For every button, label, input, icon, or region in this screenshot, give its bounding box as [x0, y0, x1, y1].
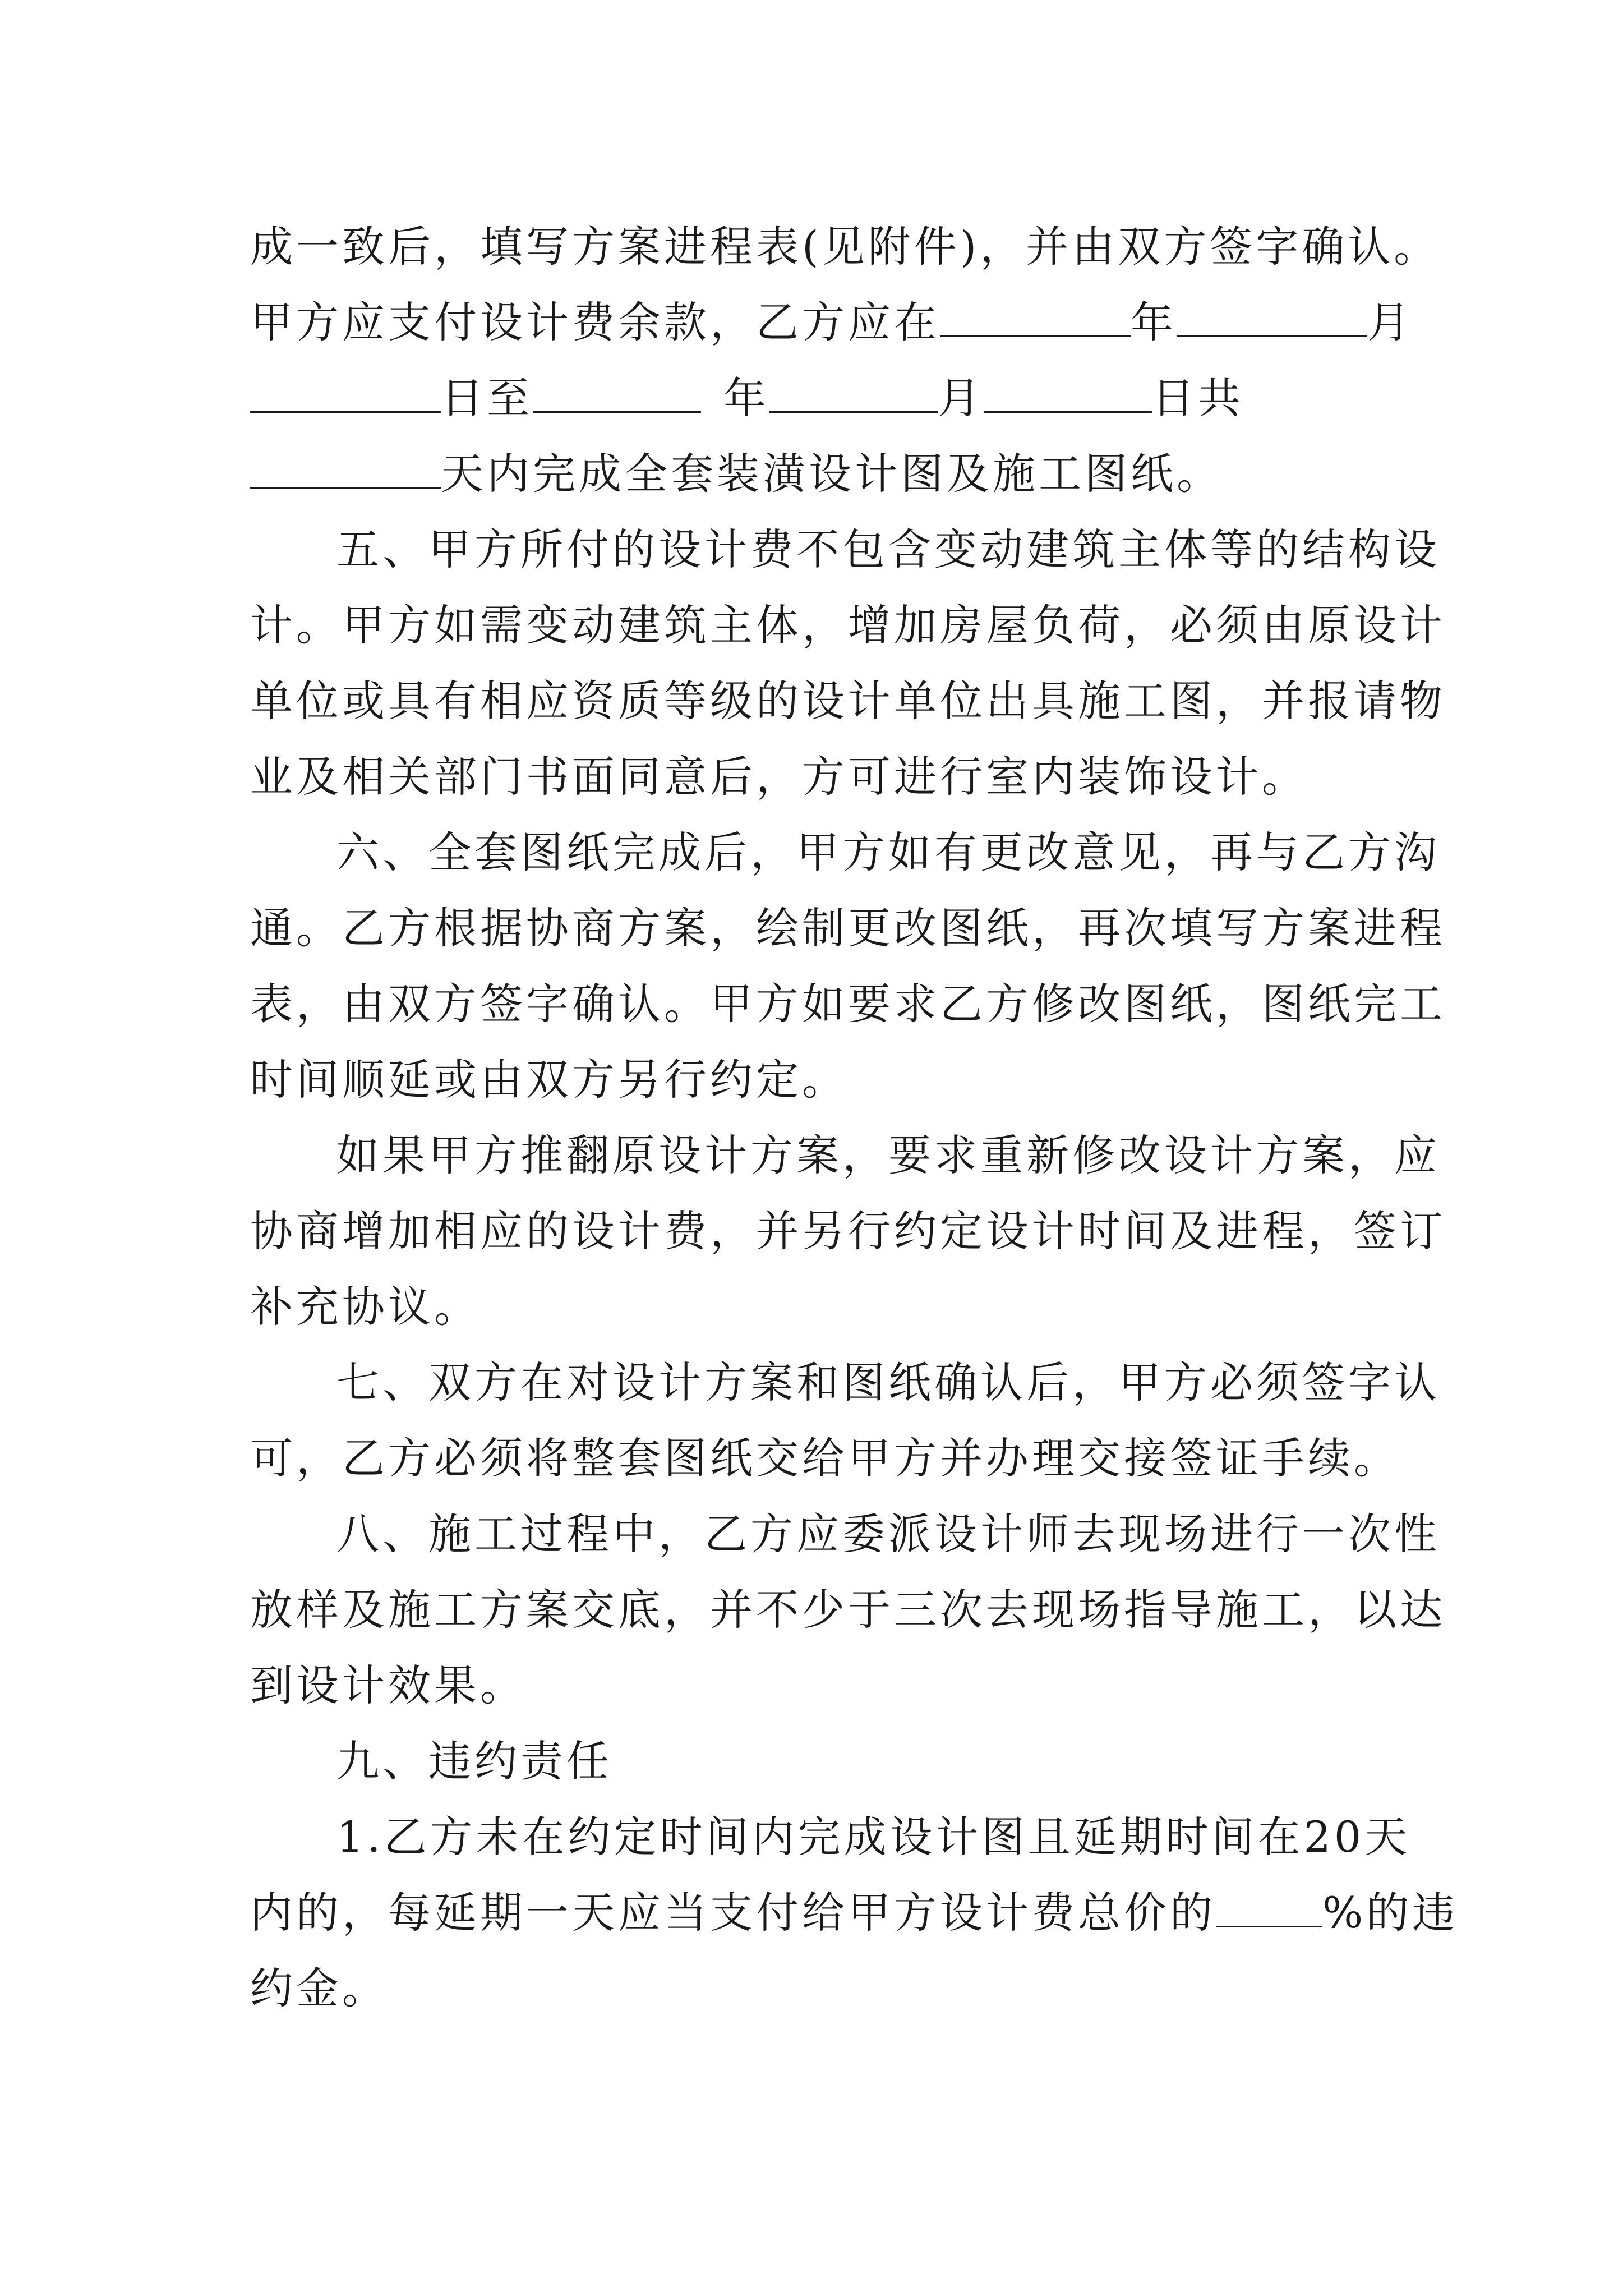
text-line [250, 976, 1446, 1032]
text-span: 天内完成全套装潢设计图及施工图纸。 [441, 449, 1223, 499]
text-line [250, 597, 1446, 654]
text-span: 表，由双方签字确认。甲方如要求乙方修改图纸，图纸完工 [250, 979, 1446, 1029]
text-span: 通。乙方根据协商方案，绘制更改图纸，再次填写方案进程 [250, 903, 1446, 953]
fill-in-blank [250, 372, 441, 413]
text-line [250, 749, 1377, 805]
text-line [250, 1582, 1446, 1638]
fill-in-blank [769, 372, 938, 413]
fill-in-blank [533, 372, 701, 413]
text-span: 协商增加相应的设计费，并另行约定设计时间及进程，签订 [250, 1206, 1446, 1256]
text-span: 九、违约责任 [336, 1736, 612, 1786]
text-line [250, 370, 1377, 426]
text-span: %的违 [1322, 1888, 1459, 1938]
text-span: 年 [723, 373, 769, 423]
text-span: 补充协议。 [250, 1282, 480, 1332]
text-line [250, 219, 1440, 275]
text-line [336, 1506, 1440, 1562]
text-span: 六、全套图纸完成后，甲方如有更改意见，再与乙方沟 [336, 827, 1440, 877]
fill-in-blank [984, 372, 1152, 413]
text-line [250, 1658, 1377, 1714]
text-span: 计。甲方如需变动建筑主体，增加房屋负荷，必须由原设计 [250, 600, 1446, 650]
text-span: 可，乙方必须将整套图纸交给甲方并办理交接签证手续。 [250, 1433, 1400, 1483]
section-heading [336, 1733, 1377, 1789]
text-line [336, 1809, 1411, 1865]
text-span: 月 [1367, 297, 1413, 347]
text-line [250, 900, 1446, 956]
fill-in-blank [940, 296, 1131, 337]
text-line [250, 295, 1413, 351]
text-line [250, 1052, 1377, 1108]
text-span: 内的，每延期一天应当支付给甲方设计费总价的 [250, 1888, 1216, 1938]
text-line [250, 1279, 1377, 1335]
text-line [336, 522, 1440, 578]
text-line [336, 1128, 1440, 1184]
text-span: 七、双方在对设计方案和图纸确认后，甲方必须签字认 [336, 1358, 1440, 1407]
fill-in-blank [250, 448, 441, 489]
text-span: 月 [938, 373, 984, 423]
text-line [250, 1961, 1377, 2017]
text-span: 到设计效果。 [250, 1660, 526, 1710]
text-span: 放样及施工方案交底，并不少于三次去现场指导施工，以达 [250, 1585, 1446, 1635]
text-span: 单位或具有相应资质等级的设计单位出具施工图，并报请物 [250, 676, 1446, 726]
text-span: 1.乙方未在约定时间内完成设计图且延期时间在20天 [336, 1812, 1411, 1862]
text-line [250, 673, 1446, 729]
text-line [250, 1885, 1459, 1941]
fill-in-blank [1177, 296, 1367, 337]
text-span: 成一致后，填写方案进程表(见附件)，并由双方签字确认。 [250, 222, 1440, 272]
text-span: 业及相关部门书面同意后，方可进行室内装饰设计。 [250, 752, 1308, 802]
fill-in-blank [1216, 1887, 1322, 1927]
text-span: 八、施工过程中，乙方应委派设计师去现场进行一次性 [336, 1509, 1440, 1559]
text-line [336, 825, 1440, 881]
text-span: 约金。 [250, 1963, 388, 2013]
text-line [250, 1203, 1446, 1259]
text-span: 日至 [441, 373, 533, 423]
text-span: 年 [1131, 297, 1177, 347]
text-span: 五、甲方所付的设计费不包含变动建筑主体等的结构设 [336, 524, 1440, 574]
text-line [250, 1430, 1400, 1487]
text-span: 如果甲方推翻原设计方案，要求重新修改设计方案，应 [336, 1130, 1440, 1180]
text-line [336, 1355, 1440, 1411]
text-span: 日共 [1152, 373, 1244, 423]
text-line [250, 446, 1377, 502]
text-span: 甲方应支付设计费余款，乙方应在 [250, 297, 940, 347]
text-span: 时间顺延或由双方另行约定。 [250, 1055, 848, 1105]
